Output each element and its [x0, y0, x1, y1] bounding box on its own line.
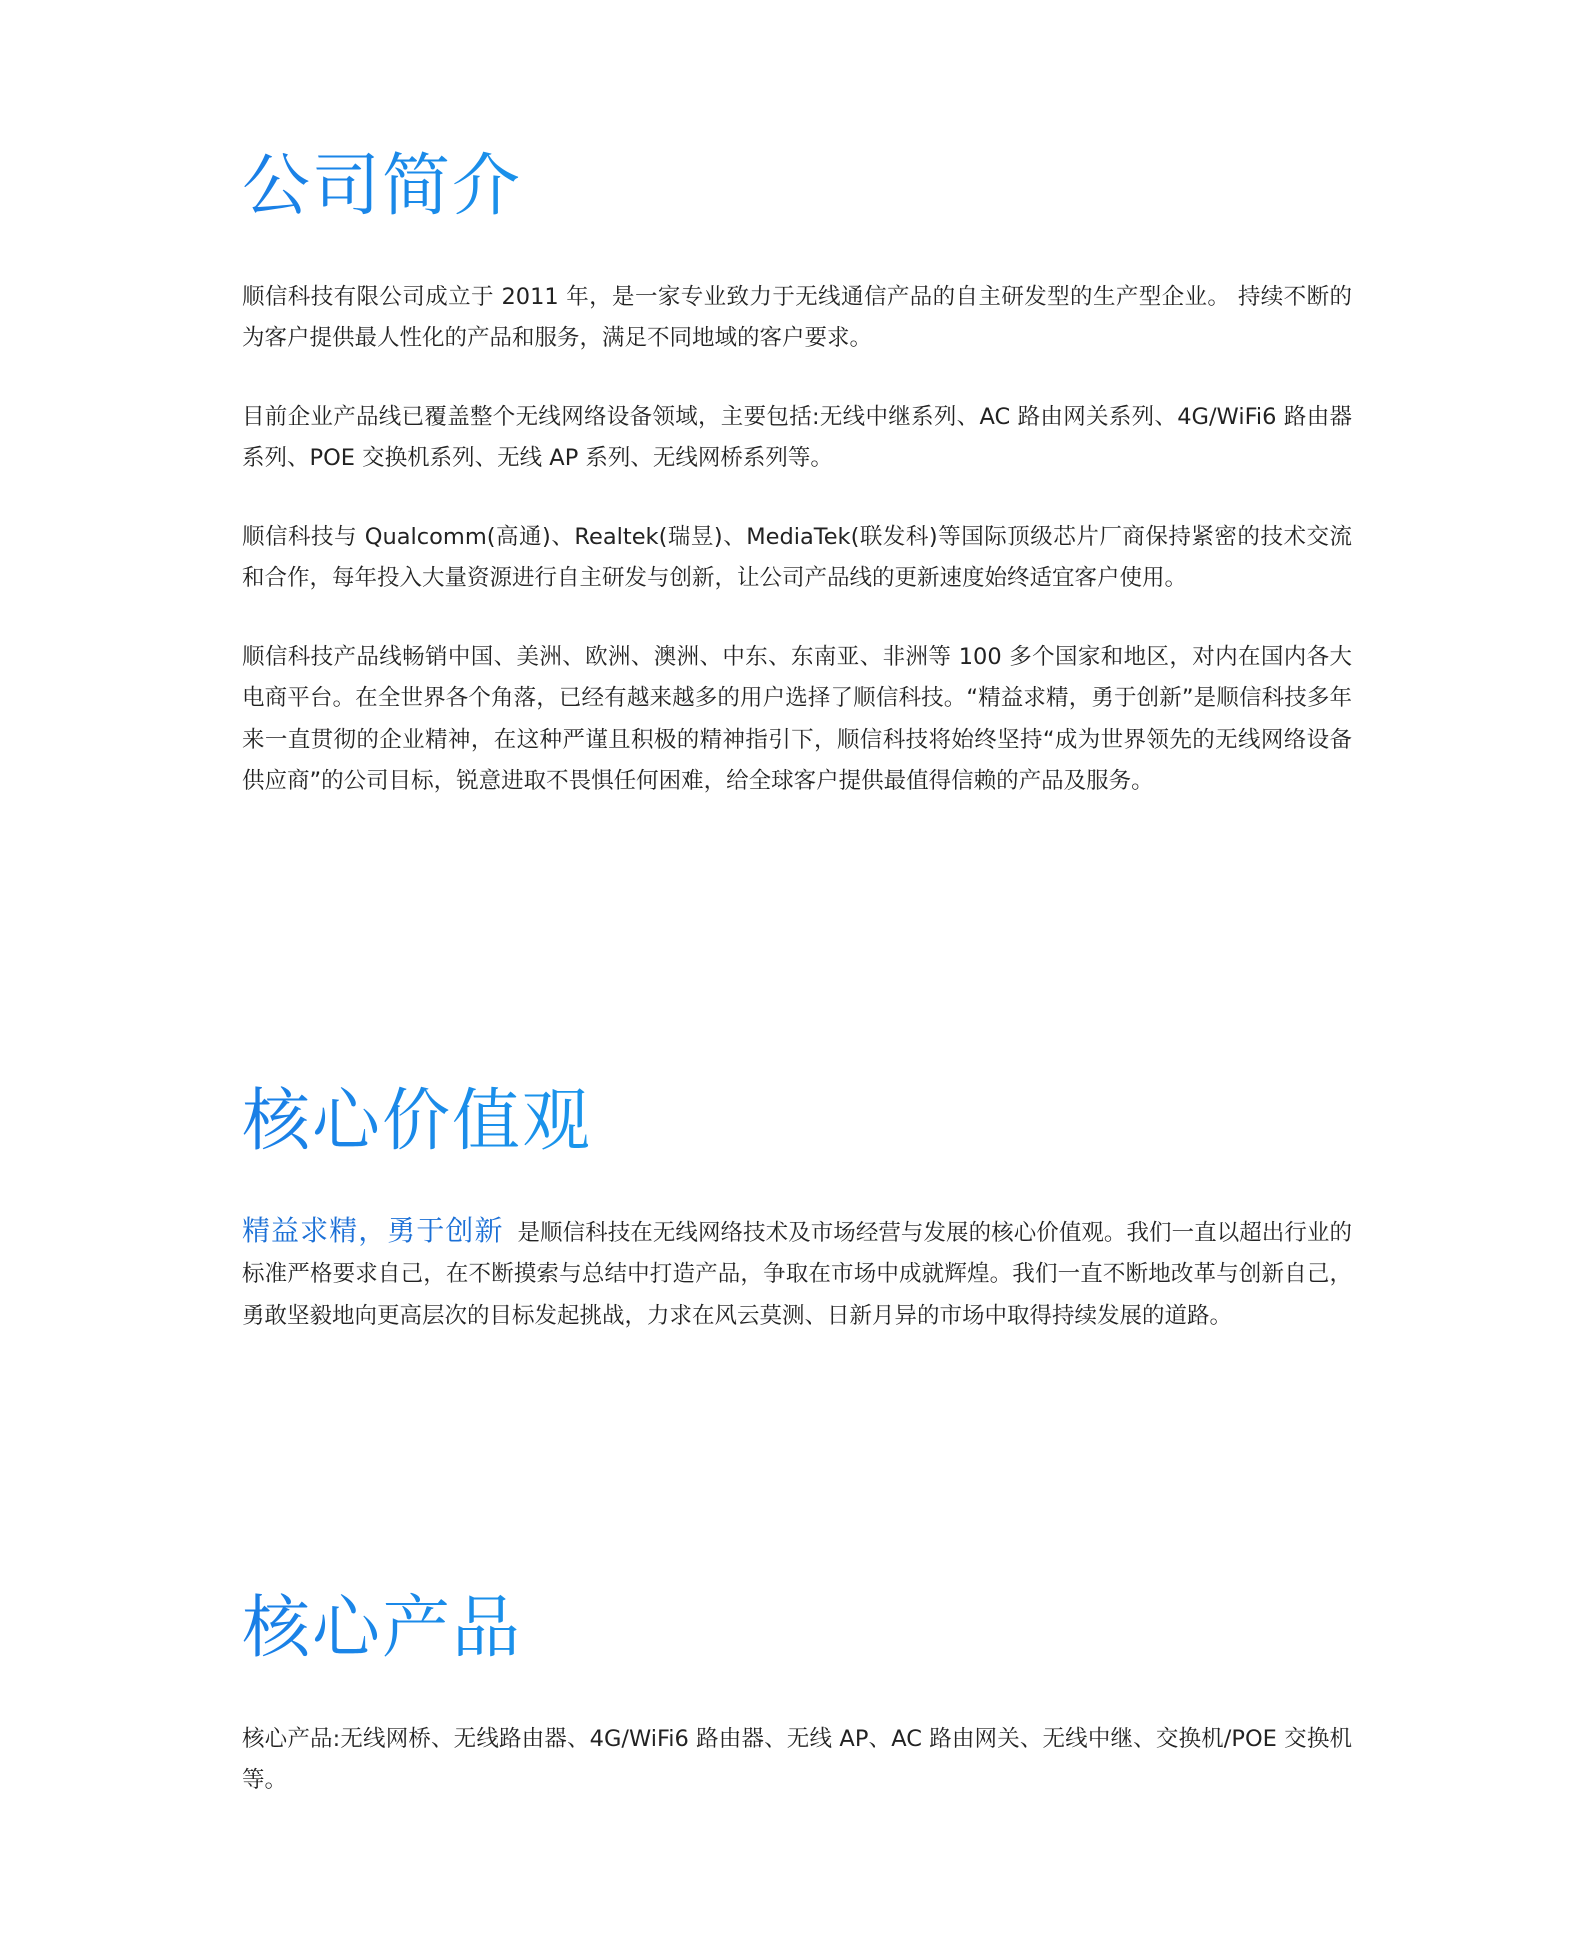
core-values-highlight: 精益求精，勇于创新	[242, 1213, 504, 1247]
core-products-title: 核心产品	[242, 1592, 1352, 1667]
core-values-section	[242, 1082, 1352, 1337]
intro-paragraph-2: 目前企业产品线已覆盖整个无线网络设备领域，主要包括:无线中继系列、AC 路由网关系列、4G/WiFi6 路由器系列、POE 交换机系列、无线 AP 系列、无线网桥系列等。	[242, 403, 1352, 472]
company-intro-section	[242, 147, 1352, 840]
core-products-paragraph: 核心产品:无线网桥、无线路由器、4G/WiFi6 路由器、无线 AP、AC 路由网关、无线中继、交换机/POE 交换机等。	[242, 1725, 1352, 1794]
core-products-section	[242, 1589, 1352, 1802]
core-values-text: 是顺信科技在无线网络技术及市场经营与发展的核心价值观。我们一直以超出行业的标准严格要求自己，在不断摸索与总结中打造产品，争取在市场中成就辉煌。我们一直不断地改革与创新自己，勇敢坚毅地向更高层次的目标发起挑战，力求在风云莫测、日新月异的市场中取得持续发展的道路。	[242, 1219, 1352, 1329]
intro-paragraph-3: 顺信科技与 Qualcomm(高通)、Realtek(瑞昱)、MediaTek(联发科)等国际顶级芯片厂商保持紧密的技术交流和合作，每年投入大量资源进行自主研发与创新，让公司产品线的更新速度始终适宜客户使用。	[242, 523, 1352, 592]
core-values-title: 核心价值观	[242, 1085, 1352, 1160]
intro-paragraph-4: 顺信科技产品线畅销中国、美洲、欧洲、澳洲、中东、东南亚、非洲等 100 多个国家和地区，对内在国内各大电商平台。在全世界各个角落，已经有越来越多的用户选择了顺信科技。“精益求精，勇于创新”是顺信科技多年来一直贯彻的企业精神，在这种严谨且积极的精神指引下，顺信科技将始终坚持“成为世界领先的无线网络设备供应商”的公司目标，锐意进取不畏惧任何困难，给全球客户提供最值得信赖的产品及服务。	[242, 643, 1352, 795]
core-values-paragraph	[242, 1210, 1352, 1338]
intro-paragraph-1: 顺信科技有限公司成立于 2011 年，是一家专业致力于无线通信产品的自主研发型的生产型企业。 持续不断的为客户提供最人性化的产品和服务，满足不同地域的客户要求。	[242, 283, 1352, 352]
company-intro-title: 公司简介	[242, 150, 1352, 225]
